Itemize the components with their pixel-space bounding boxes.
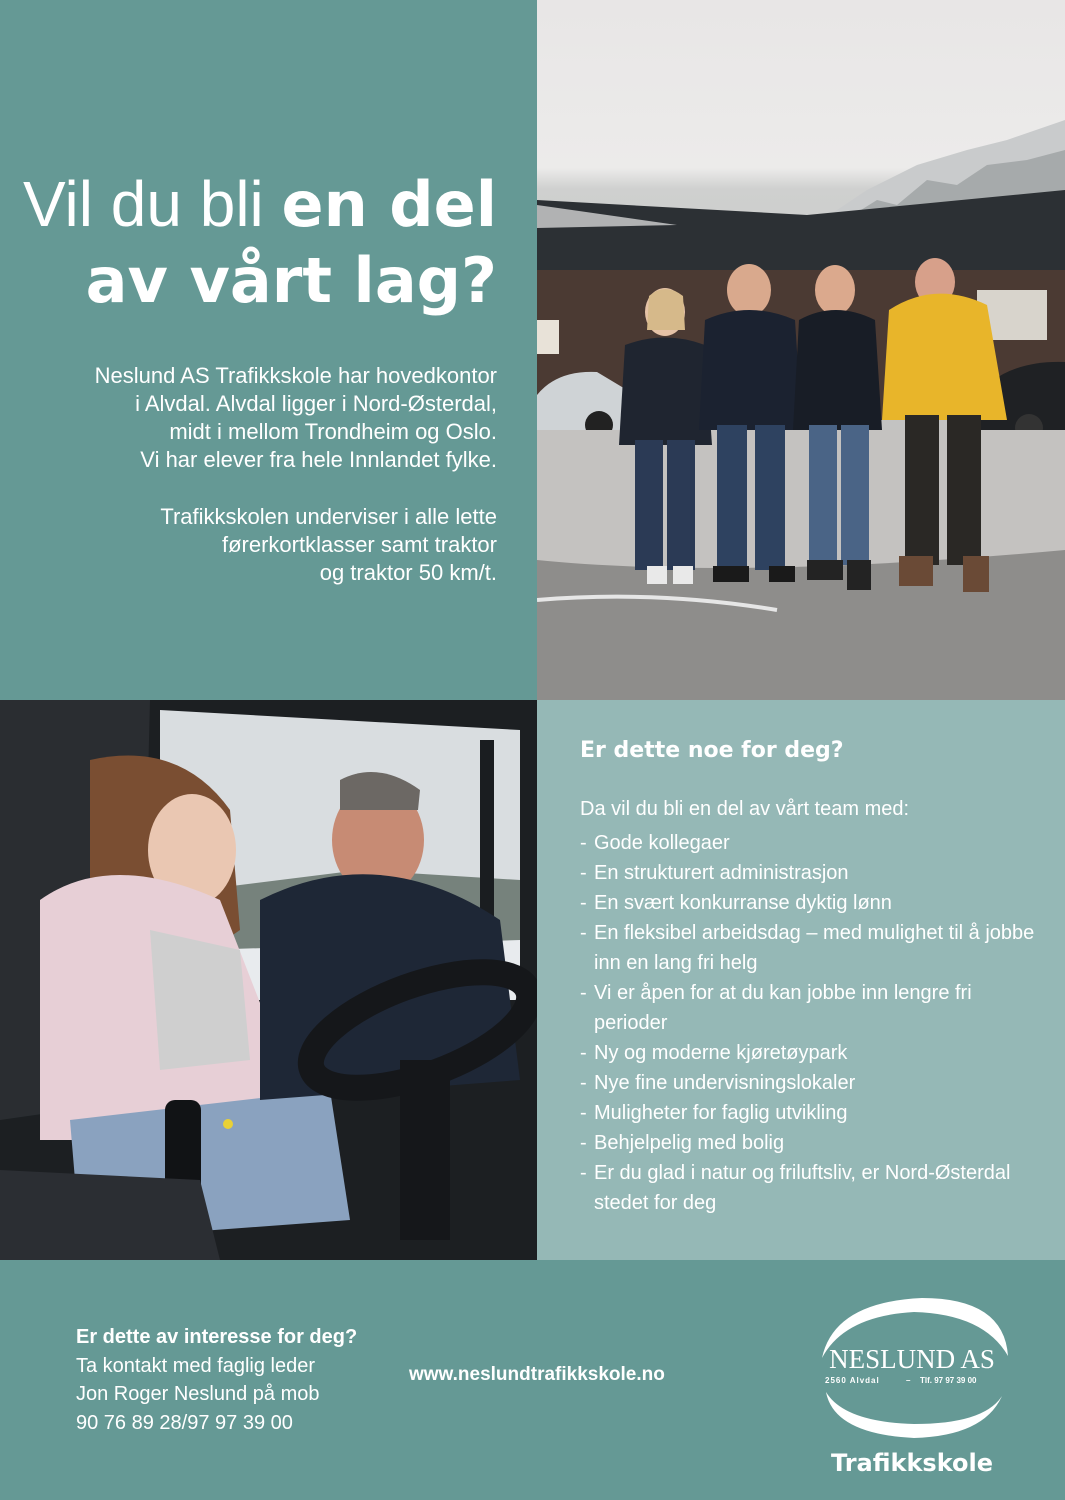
person-3-shoe [807,560,843,580]
benefit-item: - Muligheter for faglig utvikling [580,1102,848,1124]
tractor-cab-photo [0,700,537,1260]
girl-shirt [150,930,250,1070]
person-2-leg [717,425,747,570]
logo-phone: Tlf. 97 97 39 00 [920,1376,977,1385]
person-4-jacket [882,294,1007,420]
intro-line: midt i mellom Trondheim og Oslo. [169,419,497,444]
person-2-head [727,264,771,316]
person-1-leg [667,440,695,570]
intro-paragraph-1 [17,362,497,474]
headline-line-1: Vil du bli en del [23,168,497,241]
person-4-leg [947,415,981,565]
person-3-shoe [847,560,871,590]
team-photo-illustration [537,0,1065,700]
person-3-leg [841,425,869,565]
person-4-shoe [899,556,933,586]
benefit-item: - Vi er åpen for at du kan jobbe inn lengre fri perioder [580,982,972,1034]
person-4-shoe [963,556,989,592]
intro-paragraph-2 [17,503,497,587]
benefit-item: - En fleksibel arbeidsdag – med mulighet til å jobbe inn en lang fri helg [580,922,1035,974]
logo-dash: – [906,1376,911,1385]
control-panel [0,1170,220,1260]
benefit-item: - En strukturert administrasjon [580,862,849,884]
contact-phone: 90 76 89 28/97 97 39 00 [76,1412,293,1434]
person-2-shoe [713,566,749,582]
benefit-item: - Er du glad i natur og friluftsliv, er Nord-Østerdal stedet for deg [580,1162,1011,1214]
person-2-jacket [699,310,802,430]
hero-panel [0,0,537,700]
person-3-head [815,265,855,315]
benefit-item: - En svært konkurranse dyktig lønn [580,892,892,914]
benefits-panel [537,700,1065,1260]
logo-swoosh-bottom [826,1392,1002,1438]
intro-line: og traktor 50 km/t. [319,560,497,585]
headline [23,166,497,319]
benefit-item: - Behjelpelig med bolig [580,1132,785,1154]
headline-line-2: av vårt lag? [85,244,497,317]
intro-line: Trafikkskolen underviser i alle lette [160,504,497,529]
person-1-hair [647,289,685,330]
person-2-leg [755,425,785,570]
logo-address: 2560 Alvdal [825,1376,880,1385]
neslund-logo [814,1296,1010,1476]
logo-subtitle: Trafikkskole [830,1449,994,1476]
person-1-shoe [673,566,693,584]
contact-line: Jon Roger Neslund på mob [76,1383,320,1405]
intro-line: i Alvdal. Alvdal ligger i Nord-Østerdal, [135,391,497,416]
team-photo [537,0,1065,700]
person-1-leg [635,440,663,570]
contact-heading: Er dette av interesse for deg? [76,1326,358,1348]
window [537,320,559,354]
website-link[interactable]: www.neslundtrafikkskole.no [409,1364,665,1385]
person-1-shoe [647,566,667,584]
benefits-intro: Da vil du bli en del av vårt team med: [580,798,910,820]
person-3-jacket [793,310,882,430]
intro-line: Vi har elever fra hele Innlandet fylke. [140,447,497,472]
person-3-leg [809,425,837,565]
contact-line: Ta kontakt med faglig leder [76,1355,316,1377]
person-2-shoe [769,566,795,582]
cab-photo-illustration [0,700,537,1260]
benefits-heading: Er dette noe for deg? [580,738,844,763]
intro-line: førerkortklasser samt traktor [221,532,497,557]
joystick-button [223,1119,233,1129]
benefit-item: - Ny og moderne kjøretøypark [580,1042,848,1064]
logo-name: NESLUND AS [829,1344,995,1374]
person-4-leg [905,415,939,565]
intro-line: Neslund AS Trafikkskole har hovedkontor [94,363,497,388]
steering-column [400,1060,450,1240]
benefit-item: - Gode kollegaer [580,832,730,854]
footer [0,1260,1065,1500]
benefit-item: - Nye fine undervisningslokaler [580,1072,856,1094]
person-1-jacket [619,338,712,446]
benefits-list [580,828,1050,1218]
